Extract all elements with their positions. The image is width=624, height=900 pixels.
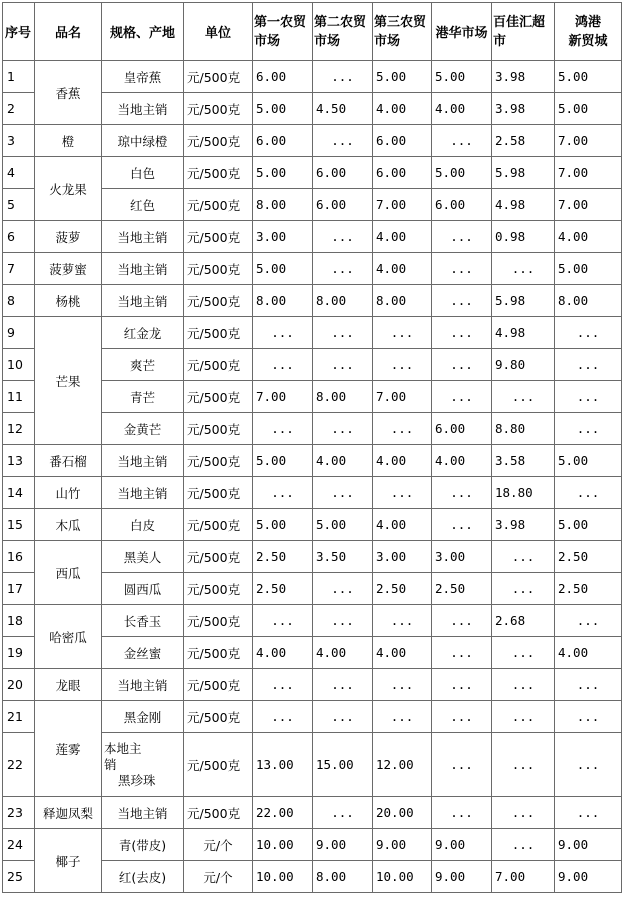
product-spec: 长香玉 <box>102 605 184 637</box>
price-market-5: ... <box>492 797 555 829</box>
row-number: 3 <box>3 125 35 157</box>
price-unit: 元/500克 <box>184 477 253 509</box>
price-market-6: ... <box>555 701 622 733</box>
price-market-3: ... <box>373 317 432 349</box>
price-market-3: 6.00 <box>373 125 432 157</box>
product-spec: 金丝蜜 <box>102 637 184 669</box>
price-market-6: ... <box>555 669 622 701</box>
price-market-6: 2.50 <box>555 541 622 573</box>
price-market-4: 9.00 <box>432 829 492 861</box>
price-market-6: ... <box>555 477 622 509</box>
price-market-6: ... <box>555 381 622 413</box>
product-name: 杨桃 <box>35 285 102 317</box>
row-number: 25 <box>3 861 35 893</box>
row-number: 2 <box>3 93 35 125</box>
row-number: 16 <box>3 541 35 573</box>
product-spec: 皇帝蕉 <box>102 61 184 93</box>
price-market-1: 3.00 <box>253 221 313 253</box>
row-number: 18 <box>3 605 35 637</box>
row-number: 23 <box>3 797 35 829</box>
row-number: 4 <box>3 157 35 189</box>
price-market-1: 6.00 <box>253 61 313 93</box>
price-market-6: 9.00 <box>555 829 622 861</box>
price-market-2: 8.00 <box>313 381 373 413</box>
product-spec: 黑美人 <box>102 541 184 573</box>
price-unit: 元/500克 <box>184 253 253 285</box>
price-market-2: ... <box>313 317 373 349</box>
product-spec-line: 本地主 <box>104 740 142 756</box>
price-market-6: 4.00 <box>555 221 622 253</box>
header-unit: 单位 <box>184 3 253 61</box>
price-market-4: 5.00 <box>432 61 492 93</box>
row-number: 6 <box>3 221 35 253</box>
price-market-1: 8.00 <box>253 285 313 317</box>
product-spec: 红(去皮) <box>102 861 184 893</box>
price-market-2: ... <box>313 605 373 637</box>
price-market-4: ... <box>432 509 492 541</box>
row-number: 22 <box>3 733 35 797</box>
price-market-2: 6.00 <box>313 157 373 189</box>
row-number: 5 <box>3 189 35 221</box>
header-market-2: 第二农贸市场 <box>313 3 373 61</box>
price-unit: 元/500克 <box>184 573 253 605</box>
price-market-4: ... <box>432 669 492 701</box>
price-unit: 元/500克 <box>184 445 253 477</box>
price-market-1: ... <box>253 349 313 381</box>
price-market-6: ... <box>555 413 622 445</box>
product-name: 火龙果 <box>35 157 102 221</box>
price-market-1: ... <box>253 317 313 349</box>
row-number: 9 <box>3 317 35 349</box>
price-market-2: 4.00 <box>313 445 373 477</box>
price-market-4: ... <box>432 349 492 381</box>
price-market-5: ... <box>492 669 555 701</box>
price-table-body <box>3 61 622 893</box>
price-unit: 元/500克 <box>184 541 253 573</box>
price-market-5: 2.68 <box>492 605 555 637</box>
price-market-6: 5.00 <box>555 61 622 93</box>
product-spec: 当地主销 <box>102 445 184 477</box>
table-row <box>3 157 622 189</box>
price-market-3: 20.00 <box>373 797 432 829</box>
price-market-6: 7.00 <box>555 157 622 189</box>
price-market-1: ... <box>253 669 313 701</box>
price-market-4: 9.00 <box>432 861 492 893</box>
header-market-3: 第三农贸市场 <box>373 3 432 61</box>
price-market-1: 22.00 <box>253 797 313 829</box>
price-market-3: 5.00 <box>373 61 432 93</box>
price-market-2: ... <box>313 669 373 701</box>
price-market-5: 3.98 <box>492 509 555 541</box>
price-market-3: ... <box>373 605 432 637</box>
price-market-2: ... <box>313 125 373 157</box>
table-row <box>3 285 622 317</box>
header-market-1: 第一农贸市场 <box>253 3 313 61</box>
price-market-3: 6.00 <box>373 157 432 189</box>
price-market-2: 5.00 <box>313 509 373 541</box>
price-market-5: 3.98 <box>492 61 555 93</box>
price-market-5: 2.58 <box>492 125 555 157</box>
price-market-2: ... <box>313 61 373 93</box>
price-market-5: 9.80 <box>492 349 555 381</box>
price-market-4: 5.00 <box>432 157 492 189</box>
price-market-5: ... <box>492 637 555 669</box>
product-spec: 红金龙 <box>102 317 184 349</box>
price-market-6: 5.00 <box>555 93 622 125</box>
price-unit: 元/500克 <box>184 157 253 189</box>
price-market-1: ... <box>253 477 313 509</box>
price-market-3: 4.00 <box>373 445 432 477</box>
price-unit: 元/500克 <box>184 797 253 829</box>
price-unit: 元/500克 <box>184 669 253 701</box>
price-market-2: 9.00 <box>313 829 373 861</box>
product-name: 释迦凤梨 <box>35 797 102 829</box>
product-name: 菠萝蜜 <box>35 253 102 285</box>
price-market-5: 0.98 <box>492 221 555 253</box>
product-spec: 青(带皮) <box>102 829 184 861</box>
price-market-3: 9.00 <box>373 829 432 861</box>
price-unit: 元/500克 <box>184 733 253 797</box>
row-number: 17 <box>3 573 35 605</box>
price-unit: 元/500克 <box>184 701 253 733</box>
price-market-2: 8.00 <box>313 861 373 893</box>
price-market-2: 8.00 <box>313 285 373 317</box>
row-number: 21 <box>3 701 35 733</box>
header-row <box>3 3 622 61</box>
row-number: 8 <box>3 285 35 317</box>
price-unit: 元/500克 <box>184 189 253 221</box>
header-market-6 <box>555 3 622 61</box>
product-spec: 当地主销 <box>102 669 184 701</box>
price-market-6: ... <box>555 605 622 637</box>
price-market-3: ... <box>373 701 432 733</box>
product-name: 山竹 <box>35 477 102 509</box>
price-market-2: ... <box>313 477 373 509</box>
row-number: 11 <box>3 381 35 413</box>
price-market-6: 2.50 <box>555 573 622 605</box>
product-spec: 白色 <box>102 157 184 189</box>
price-market-5: 3.58 <box>492 445 555 477</box>
table-row <box>3 61 622 93</box>
price-market-1: 2.50 <box>253 541 313 573</box>
table-row <box>3 253 622 285</box>
price-market-6: ... <box>555 317 622 349</box>
header-name: 品名 <box>35 3 102 61</box>
table-row <box>3 797 622 829</box>
product-spec: 红色 <box>102 189 184 221</box>
row-number: 14 <box>3 477 35 509</box>
product-spec: 当地主销 <box>102 797 184 829</box>
product-spec: 琼中绿橙 <box>102 125 184 157</box>
product-spec-line: 黑珍珠 <box>118 772 156 788</box>
price-market-1: 5.00 <box>253 93 313 125</box>
price-market-3: ... <box>373 669 432 701</box>
price-market-3: 8.00 <box>373 285 432 317</box>
row-number: 12 <box>3 413 35 445</box>
row-number: 10 <box>3 349 35 381</box>
price-market-6: 5.00 <box>555 253 622 285</box>
price-market-5: 7.00 <box>492 861 555 893</box>
price-market-4: ... <box>432 221 492 253</box>
product-name: 芒果 <box>35 317 102 445</box>
price-market-4: ... <box>432 637 492 669</box>
price-table <box>2 2 622 893</box>
price-market-5: ... <box>492 381 555 413</box>
price-unit: 元/500克 <box>184 605 253 637</box>
product-name: 番石榴 <box>35 445 102 477</box>
price-market-5: ... <box>492 573 555 605</box>
price-market-4: ... <box>432 733 492 797</box>
price-market-5: 3.98 <box>492 93 555 125</box>
price-market-1: 6.00 <box>253 125 313 157</box>
price-market-3: 3.00 <box>373 541 432 573</box>
table-row <box>3 125 622 157</box>
row-number: 7 <box>3 253 35 285</box>
table-row <box>3 701 622 733</box>
price-market-4: 4.00 <box>432 93 492 125</box>
price-market-5: 18.80 <box>492 477 555 509</box>
price-market-1: 7.00 <box>253 381 313 413</box>
price-market-3: 10.00 <box>373 861 432 893</box>
price-unit: 元/500克 <box>184 317 253 349</box>
price-market-6: 5.00 <box>555 445 622 477</box>
price-market-1: 8.00 <box>253 189 313 221</box>
price-market-3: 12.00 <box>373 733 432 797</box>
price-market-2: 15.00 <box>313 733 373 797</box>
price-unit: 元/500克 <box>184 349 253 381</box>
row-number: 15 <box>3 509 35 541</box>
product-name: 菠萝 <box>35 221 102 253</box>
price-market-1: 5.00 <box>253 253 313 285</box>
price-market-6: ... <box>555 733 622 797</box>
price-market-5: ... <box>492 253 555 285</box>
price-market-1: 13.00 <box>253 733 313 797</box>
price-unit: 元/500克 <box>184 125 253 157</box>
product-spec: 金黄芒 <box>102 413 184 445</box>
table-row <box>3 605 622 637</box>
price-market-5: ... <box>492 829 555 861</box>
price-market-4: 6.00 <box>432 413 492 445</box>
price-market-5: 8.80 <box>492 413 555 445</box>
price-market-6: 7.00 <box>555 189 622 221</box>
price-unit: 元/个 <box>184 829 253 861</box>
price-market-1: 2.50 <box>253 573 313 605</box>
price-market-3: 4.00 <box>373 637 432 669</box>
product-spec: 爽芒 <box>102 349 184 381</box>
product-name: 哈密瓜 <box>35 605 102 669</box>
price-market-2: ... <box>313 797 373 829</box>
price-market-3: 2.50 <box>373 573 432 605</box>
price-market-4: ... <box>432 381 492 413</box>
price-market-3: ... <box>373 413 432 445</box>
header-market-5: 百佳汇超市 <box>492 3 555 61</box>
header-market-6-line1: 鸿港 <box>574 14 601 30</box>
price-market-1: 5.00 <box>253 445 313 477</box>
price-market-3: ... <box>373 349 432 381</box>
price-market-1: 5.00 <box>253 157 313 189</box>
row-number: 24 <box>3 829 35 861</box>
table-row <box>3 445 622 477</box>
price-market-4: ... <box>432 285 492 317</box>
price-market-2: ... <box>313 349 373 381</box>
table-row <box>3 541 622 573</box>
price-market-2: ... <box>313 701 373 733</box>
product-spec: 青芒 <box>102 381 184 413</box>
product-spec: 黑金刚 <box>102 701 184 733</box>
product-name: 莲雾 <box>35 701 102 797</box>
price-market-6: ... <box>555 797 622 829</box>
price-market-4: ... <box>432 797 492 829</box>
product-spec: 当地主销 <box>102 253 184 285</box>
price-market-6: 9.00 <box>555 861 622 893</box>
product-spec-line: 销 <box>104 756 117 772</box>
price-market-3: 7.00 <box>373 189 432 221</box>
header-market-6-line2: 新贸城 <box>568 33 608 49</box>
price-market-4: ... <box>432 253 492 285</box>
price-market-5: 4.98 <box>492 189 555 221</box>
price-unit: 元/500克 <box>184 221 253 253</box>
price-unit: 元/500克 <box>184 413 253 445</box>
price-market-5: 4.98 <box>492 317 555 349</box>
header-spec: 规格、产地 <box>102 3 184 61</box>
table-row <box>3 477 622 509</box>
price-market-4: ... <box>432 125 492 157</box>
price-market-2: 6.00 <box>313 189 373 221</box>
product-spec: 白皮 <box>102 509 184 541</box>
product-name: 香蕉 <box>35 61 102 125</box>
price-market-5: ... <box>492 701 555 733</box>
price-unit: 元/500克 <box>184 61 253 93</box>
price-market-5: ... <box>492 733 555 797</box>
product-spec <box>102 733 184 797</box>
price-market-3: 4.00 <box>373 221 432 253</box>
price-unit: 元/500克 <box>184 637 253 669</box>
price-unit: 元/个 <box>184 861 253 893</box>
price-unit: 元/500克 <box>184 93 253 125</box>
price-market-1: ... <box>253 701 313 733</box>
product-spec: 当地主销 <box>102 221 184 253</box>
price-market-4: 4.00 <box>432 445 492 477</box>
row-number: 13 <box>3 445 35 477</box>
price-market-3: 7.00 <box>373 381 432 413</box>
price-unit: 元/500克 <box>184 381 253 413</box>
row-number: 1 <box>3 61 35 93</box>
price-market-2: 3.50 <box>313 541 373 573</box>
product-name: 木瓜 <box>35 509 102 541</box>
price-market-3: 4.00 <box>373 253 432 285</box>
price-market-3: ... <box>373 477 432 509</box>
price-market-3: 4.00 <box>373 509 432 541</box>
price-market-5: 5.98 <box>492 157 555 189</box>
product-name: 西瓜 <box>35 541 102 605</box>
price-market-6: 8.00 <box>555 285 622 317</box>
table-row <box>3 317 622 349</box>
product-spec: 当地主销 <box>102 285 184 317</box>
product-name: 椰子 <box>35 829 102 893</box>
header-no: 序号 <box>3 3 35 61</box>
row-number: 20 <box>3 669 35 701</box>
price-market-5: ... <box>492 541 555 573</box>
price-market-2: 4.50 <box>313 93 373 125</box>
price-market-2: ... <box>313 253 373 285</box>
product-name: 橙 <box>35 125 102 157</box>
price-market-1: 4.00 <box>253 637 313 669</box>
price-market-2: ... <box>313 221 373 253</box>
price-market-4: ... <box>432 701 492 733</box>
table-row <box>3 829 622 861</box>
price-market-2: ... <box>313 413 373 445</box>
price-market-2: 4.00 <box>313 637 373 669</box>
table-row <box>3 221 622 253</box>
price-market-4: 3.00 <box>432 541 492 573</box>
table-row <box>3 669 622 701</box>
price-market-1: 5.00 <box>253 509 313 541</box>
price-market-4: ... <box>432 317 492 349</box>
price-market-1: 10.00 <box>253 861 313 893</box>
price-market-4: ... <box>432 605 492 637</box>
row-number: 19 <box>3 637 35 669</box>
header-market-4: 港华市场 <box>432 3 492 61</box>
price-market-3: 4.00 <box>373 93 432 125</box>
price-market-1: 10.00 <box>253 829 313 861</box>
price-market-4: 2.50 <box>432 573 492 605</box>
product-name: 龙眼 <box>35 669 102 701</box>
price-market-6: 7.00 <box>555 125 622 157</box>
price-unit: 元/500克 <box>184 509 253 541</box>
price-market-6: ... <box>555 349 622 381</box>
price-table-container <box>2 2 622 893</box>
product-spec: 圆西瓜 <box>102 573 184 605</box>
product-spec: 当地主销 <box>102 93 184 125</box>
price-market-1: ... <box>253 605 313 637</box>
product-spec: 当地主销 <box>102 477 184 509</box>
table-row <box>3 509 622 541</box>
price-market-2: ... <box>313 573 373 605</box>
price-market-5: 5.98 <box>492 285 555 317</box>
price-market-6: 4.00 <box>555 637 622 669</box>
price-market-4: 6.00 <box>432 189 492 221</box>
price-unit: 元/500克 <box>184 285 253 317</box>
price-market-6: 5.00 <box>555 509 622 541</box>
price-market-1: ... <box>253 413 313 445</box>
price-market-4: ... <box>432 477 492 509</box>
